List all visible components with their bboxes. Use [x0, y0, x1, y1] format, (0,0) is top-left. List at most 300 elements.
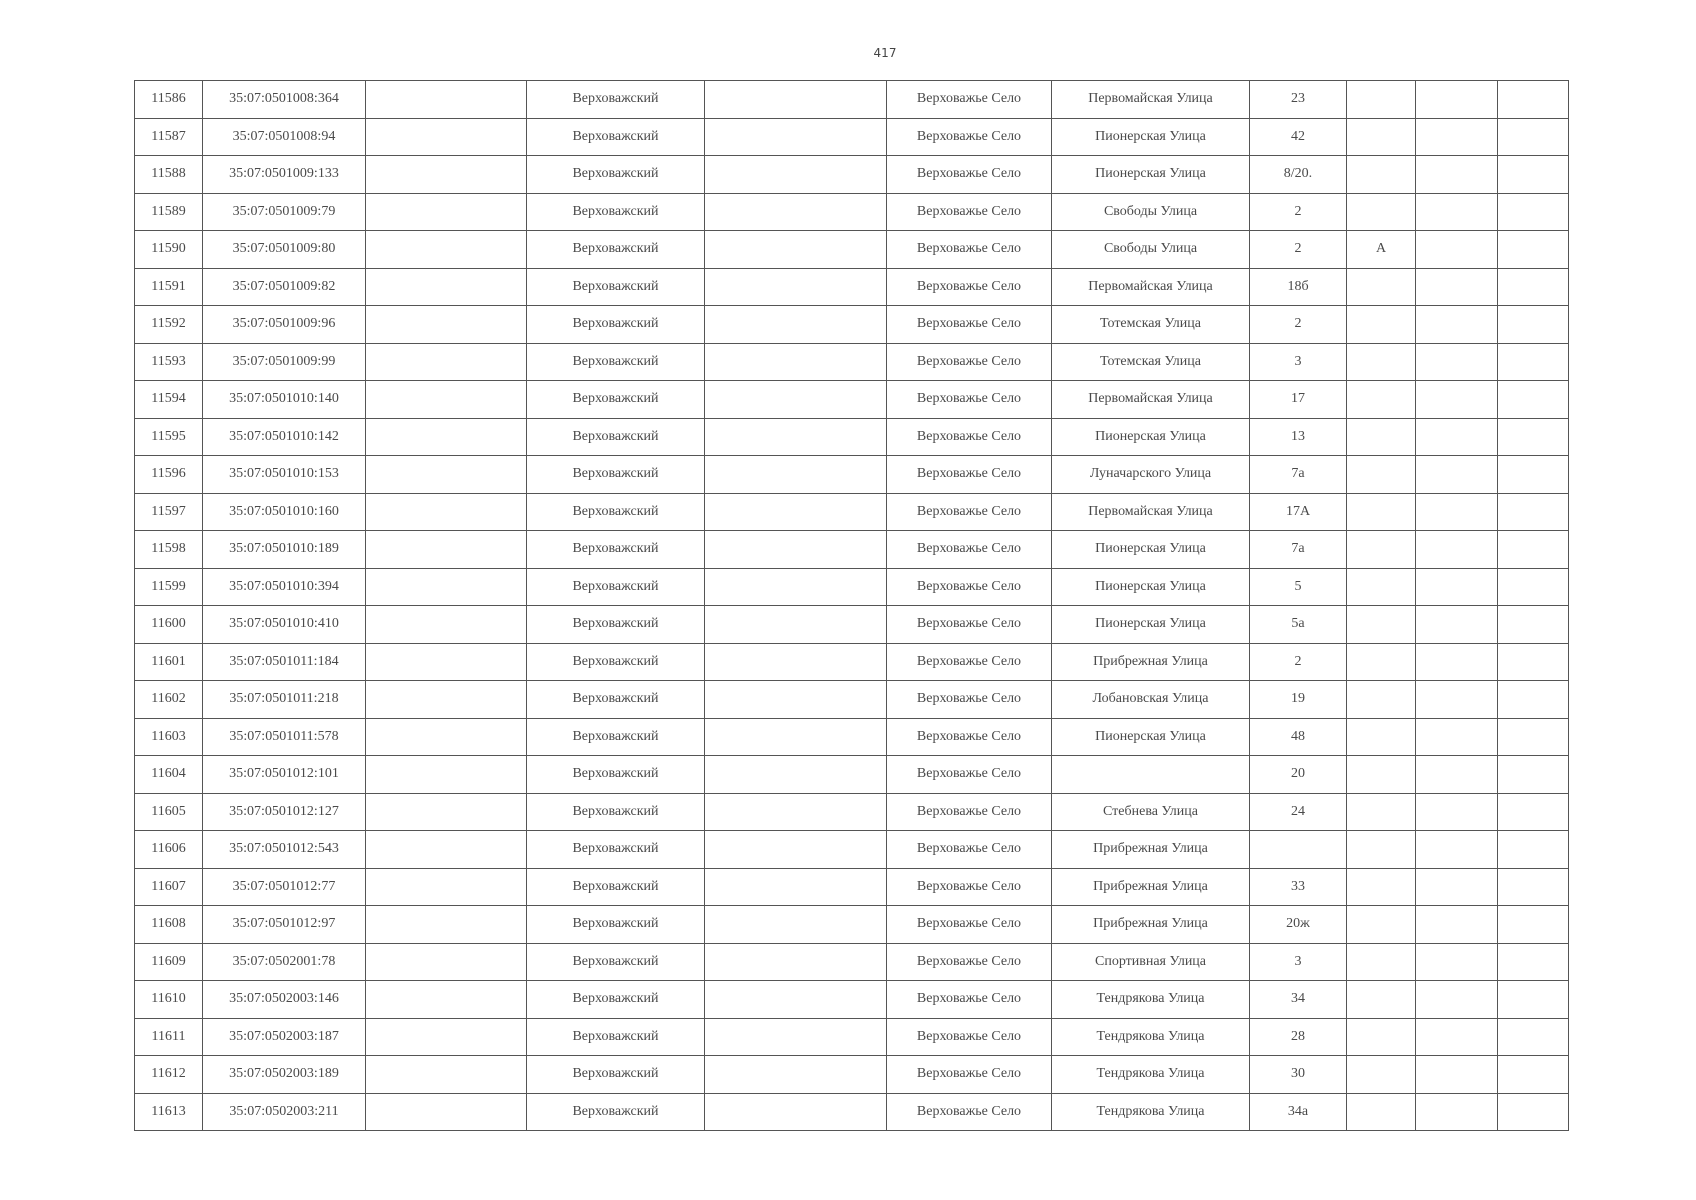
- empty-cell: [1416, 81, 1498, 119]
- district-cell: Верховажский: [527, 81, 705, 119]
- row-number-cell: 11609: [135, 943, 203, 981]
- cadastral-number-cell: 35:07:0501009:79: [203, 193, 366, 231]
- table-row: [135, 793, 1569, 831]
- empty-cell: [366, 793, 527, 831]
- cadastral-number-cell: 35:07:0501010:189: [203, 531, 366, 569]
- empty-cell: [366, 531, 527, 569]
- street-cell: Пионерская Улица: [1052, 718, 1250, 756]
- empty-cell: [366, 343, 527, 381]
- empty-cell: [1498, 868, 1569, 906]
- street-cell: Луначарского Улица: [1052, 456, 1250, 494]
- house-number-cell: 48: [1250, 718, 1347, 756]
- house-number-cell: 7а: [1250, 456, 1347, 494]
- empty-cell: [705, 456, 887, 494]
- table-row: [135, 643, 1569, 681]
- district-cell: Верховажский: [527, 643, 705, 681]
- building-letter-cell: [1347, 531, 1416, 569]
- empty-cell: [705, 81, 887, 119]
- table-row: [135, 343, 1569, 381]
- empty-cell: [705, 981, 887, 1019]
- empty-cell: [1498, 943, 1569, 981]
- empty-cell: [1498, 193, 1569, 231]
- building-letter-cell: [1347, 981, 1416, 1019]
- empty-cell: [1498, 493, 1569, 531]
- empty-cell: [1416, 643, 1498, 681]
- house-number-cell: 30: [1250, 1056, 1347, 1094]
- table-row: [135, 493, 1569, 531]
- row-number-cell: 11601: [135, 643, 203, 681]
- district-cell: Верховажский: [527, 418, 705, 456]
- empty-cell: [1416, 193, 1498, 231]
- district-cell: Верховажский: [527, 456, 705, 494]
- house-number-cell: 19: [1250, 681, 1347, 719]
- row-number-cell: 11612: [135, 1056, 203, 1094]
- empty-cell: [366, 831, 527, 869]
- district-cell: Верховажский: [527, 831, 705, 869]
- empty-cell: [705, 868, 887, 906]
- street-cell: Спортивная Улица: [1052, 943, 1250, 981]
- district-cell: Верховажский: [527, 381, 705, 419]
- house-number-cell: 13: [1250, 418, 1347, 456]
- row-number-cell: 11600: [135, 606, 203, 644]
- row-number-cell: 11586: [135, 81, 203, 119]
- row-number-cell: 11598: [135, 531, 203, 569]
- cadastral-number-cell: 35:07:0501008:94: [203, 118, 366, 156]
- table-row: [135, 306, 1569, 344]
- district-cell: Верховажский: [527, 193, 705, 231]
- settlement-cell: Верховажье Село: [887, 1056, 1052, 1094]
- empty-cell: [1416, 343, 1498, 381]
- row-number-cell: 11603: [135, 718, 203, 756]
- settlement-cell: Верховажье Село: [887, 193, 1052, 231]
- empty-cell: [366, 231, 527, 269]
- empty-cell: [705, 231, 887, 269]
- empty-cell: [366, 81, 527, 119]
- settlement-cell: Верховажье Село: [887, 493, 1052, 531]
- empty-cell: [366, 943, 527, 981]
- empty-cell: [705, 606, 887, 644]
- table-row: [135, 568, 1569, 606]
- empty-cell: [366, 643, 527, 681]
- empty-cell: [705, 156, 887, 194]
- cadastral-number-cell: 35:07:0501009:133: [203, 156, 366, 194]
- empty-cell: [1498, 306, 1569, 344]
- district-cell: Верховажский: [527, 1093, 705, 1131]
- empty-cell: [1498, 643, 1569, 681]
- empty-cell: [705, 1018, 887, 1056]
- empty-cell: [366, 718, 527, 756]
- house-number-cell: 17А: [1250, 493, 1347, 531]
- cadastral-number-cell: 35:07:0501010:142: [203, 418, 366, 456]
- street-cell: Пионерская Улица: [1052, 118, 1250, 156]
- settlement-cell: Верховажье Село: [887, 1018, 1052, 1056]
- row-number-cell: 11593: [135, 343, 203, 381]
- table-row: [135, 156, 1569, 194]
- table-row: [135, 718, 1569, 756]
- district-cell: Верховажский: [527, 493, 705, 531]
- settlement-cell: Верховажье Село: [887, 718, 1052, 756]
- empty-cell: [1498, 906, 1569, 944]
- building-letter-cell: [1347, 568, 1416, 606]
- empty-cell: [366, 381, 527, 419]
- table-row: [135, 831, 1569, 869]
- empty-cell: [366, 493, 527, 531]
- street-cell: Свободы Улица: [1052, 231, 1250, 269]
- street-cell: Прибрежная Улица: [1052, 868, 1250, 906]
- house-number-cell: 20: [1250, 756, 1347, 794]
- cadastral-number-cell: 35:07:0502003:146: [203, 981, 366, 1019]
- table-row: [135, 756, 1569, 794]
- row-number-cell: 11597: [135, 493, 203, 531]
- empty-cell: [1498, 381, 1569, 419]
- empty-cell: [1416, 381, 1498, 419]
- row-number-cell: 11611: [135, 1018, 203, 1056]
- empty-cell: [705, 531, 887, 569]
- empty-cell: [705, 381, 887, 419]
- empty-cell: [366, 906, 527, 944]
- row-number-cell: 11610: [135, 981, 203, 1019]
- empty-cell: [1498, 568, 1569, 606]
- settlement-cell: Верховажье Село: [887, 568, 1052, 606]
- table-row: [135, 268, 1569, 306]
- table-row: [135, 943, 1569, 981]
- district-cell: Верховажский: [527, 681, 705, 719]
- empty-cell: [1416, 268, 1498, 306]
- empty-cell: [1416, 306, 1498, 344]
- empty-cell: [1416, 418, 1498, 456]
- street-cell: Первомайская Улица: [1052, 268, 1250, 306]
- cadastral-number-cell: 35:07:0501011:578: [203, 718, 366, 756]
- house-number-cell: 18б: [1250, 268, 1347, 306]
- street-cell: Пионерская Улица: [1052, 418, 1250, 456]
- cadastral-number-cell: 35:07:0502003:189: [203, 1056, 366, 1094]
- house-number-cell: 34а: [1250, 1093, 1347, 1131]
- row-number-cell: 11604: [135, 756, 203, 794]
- table-row: [135, 906, 1569, 944]
- cadastral-number-cell: 35:07:0501012:543: [203, 831, 366, 869]
- building-letter-cell: [1347, 868, 1416, 906]
- house-number-cell: 2: [1250, 193, 1347, 231]
- street-cell: Пионерская Улица: [1052, 531, 1250, 569]
- empty-cell: [1498, 793, 1569, 831]
- settlement-cell: Верховажье Село: [887, 381, 1052, 419]
- empty-cell: [705, 1056, 887, 1094]
- house-number-cell: 42: [1250, 118, 1347, 156]
- street-cell: Стебнева Улица: [1052, 793, 1250, 831]
- building-letter-cell: [1347, 381, 1416, 419]
- table-row: [135, 193, 1569, 231]
- empty-cell: [705, 268, 887, 306]
- building-letter-cell: [1347, 418, 1416, 456]
- house-number-cell: 24: [1250, 793, 1347, 831]
- settlement-cell: Верховажье Село: [887, 1093, 1052, 1131]
- house-number-cell: 2: [1250, 306, 1347, 344]
- cadastral-number-cell: 35:07:0502003:211: [203, 1093, 366, 1131]
- building-letter-cell: [1347, 156, 1416, 194]
- empty-cell: [705, 831, 887, 869]
- cadastral-number-cell: 35:07:0501010:160: [203, 493, 366, 531]
- table-row: [135, 868, 1569, 906]
- empty-cell: [1416, 681, 1498, 719]
- building-letter-cell: [1347, 118, 1416, 156]
- empty-cell: [1416, 831, 1498, 869]
- empty-cell: [1416, 531, 1498, 569]
- row-number-cell: 11613: [135, 1093, 203, 1131]
- empty-cell: [1416, 868, 1498, 906]
- row-number-cell: 11607: [135, 868, 203, 906]
- district-cell: Верховажский: [527, 718, 705, 756]
- house-number-cell: 34: [1250, 981, 1347, 1019]
- district-cell: Верховажский: [527, 568, 705, 606]
- building-letter-cell: [1347, 81, 1416, 119]
- settlement-cell: Верховажье Село: [887, 418, 1052, 456]
- house-number-cell: 5а: [1250, 606, 1347, 644]
- empty-cell: [1498, 81, 1569, 119]
- empty-cell: [1416, 906, 1498, 944]
- district-cell: Верховажский: [527, 118, 705, 156]
- settlement-cell: Верховажье Село: [887, 943, 1052, 981]
- street-cell: Тотемская Улица: [1052, 306, 1250, 344]
- empty-cell: [1416, 156, 1498, 194]
- cadastral-number-cell: 35:07:0501010:410: [203, 606, 366, 644]
- empty-cell: [1498, 156, 1569, 194]
- district-cell: Верховажский: [527, 1018, 705, 1056]
- table-row: [135, 681, 1569, 719]
- building-letter-cell: А: [1347, 231, 1416, 269]
- cadastral-number-cell: 35:07:0501009:96: [203, 306, 366, 344]
- settlement-cell: Верховажье Село: [887, 268, 1052, 306]
- district-cell: Верховажский: [527, 943, 705, 981]
- street-cell: Прибрежная Улица: [1052, 906, 1250, 944]
- house-number-cell: 7а: [1250, 531, 1347, 569]
- empty-cell: [1416, 756, 1498, 794]
- district-cell: Верховажский: [527, 868, 705, 906]
- cadastral-number-cell: 35:07:0501008:364: [203, 81, 366, 119]
- row-number-cell: 11595: [135, 418, 203, 456]
- building-letter-cell: [1347, 906, 1416, 944]
- building-letter-cell: [1347, 1056, 1416, 1094]
- empty-cell: [1498, 681, 1569, 719]
- house-number-cell: 2: [1250, 231, 1347, 269]
- cadastral-number-cell: 35:07:0501010:394: [203, 568, 366, 606]
- district-cell: Верховажский: [527, 606, 705, 644]
- settlement-cell: Верховажье Село: [887, 906, 1052, 944]
- empty-cell: [705, 118, 887, 156]
- settlement-cell: Верховажье Село: [887, 868, 1052, 906]
- empty-cell: [366, 118, 527, 156]
- empty-cell: [1498, 981, 1569, 1019]
- building-letter-cell: [1347, 943, 1416, 981]
- settlement-cell: Верховажье Село: [887, 81, 1052, 119]
- settlement-cell: Верховажье Село: [887, 981, 1052, 1019]
- district-cell: Верховажский: [527, 306, 705, 344]
- street-cell: Пионерская Улица: [1052, 568, 1250, 606]
- house-number-cell: [1250, 831, 1347, 869]
- house-number-cell: 23: [1250, 81, 1347, 119]
- building-letter-cell: [1347, 1093, 1416, 1131]
- district-cell: Верховажский: [527, 156, 705, 194]
- house-number-cell: 8/20.: [1250, 156, 1347, 194]
- building-letter-cell: [1347, 606, 1416, 644]
- empty-cell: [1416, 231, 1498, 269]
- table-row: [135, 1018, 1569, 1056]
- settlement-cell: Верховажье Село: [887, 681, 1052, 719]
- empty-cell: [1416, 568, 1498, 606]
- row-number-cell: 11594: [135, 381, 203, 419]
- street-cell: Тендрякова Улица: [1052, 981, 1250, 1019]
- empty-cell: [1416, 943, 1498, 981]
- empty-cell: [366, 1018, 527, 1056]
- row-number-cell: 11608: [135, 906, 203, 944]
- settlement-cell: Верховажье Село: [887, 231, 1052, 269]
- settlement-cell: Верховажье Село: [887, 306, 1052, 344]
- empty-cell: [1498, 231, 1569, 269]
- street-cell: Тендрякова Улица: [1052, 1018, 1250, 1056]
- cadastral-number-cell: 35:07:0501012:97: [203, 906, 366, 944]
- row-number-cell: 11606: [135, 831, 203, 869]
- house-number-cell: 3: [1250, 943, 1347, 981]
- row-number-cell: 11588: [135, 156, 203, 194]
- table-row: [135, 456, 1569, 494]
- empty-cell: [1498, 418, 1569, 456]
- table-row: [135, 418, 1569, 456]
- building-letter-cell: [1347, 643, 1416, 681]
- street-cell: Лобановская Улица: [1052, 681, 1250, 719]
- empty-cell: [1416, 606, 1498, 644]
- district-cell: Верховажский: [527, 906, 705, 944]
- empty-cell: [1498, 1093, 1569, 1131]
- cadastral-number-cell: 35:07:0501011:218: [203, 681, 366, 719]
- empty-cell: [1498, 268, 1569, 306]
- street-cell: Свободы Улица: [1052, 193, 1250, 231]
- empty-cell: [366, 981, 527, 1019]
- empty-cell: [1498, 606, 1569, 644]
- street-cell: Пионерская Улица: [1052, 606, 1250, 644]
- empty-cell: [366, 868, 527, 906]
- district-cell: Верховажский: [527, 1056, 705, 1094]
- table-row: [135, 606, 1569, 644]
- settlement-cell: Верховажье Село: [887, 531, 1052, 569]
- building-letter-cell: [1347, 681, 1416, 719]
- empty-cell: [1416, 718, 1498, 756]
- empty-cell: [705, 493, 887, 531]
- district-cell: Верховажский: [527, 268, 705, 306]
- empty-cell: [1498, 118, 1569, 156]
- empty-cell: [705, 943, 887, 981]
- table-row: [135, 381, 1569, 419]
- settlement-cell: Верховажье Село: [887, 606, 1052, 644]
- page-number: 417: [873, 46, 897, 60]
- house-number-cell: 3: [1250, 343, 1347, 381]
- empty-cell: [1416, 1018, 1498, 1056]
- building-letter-cell: [1347, 793, 1416, 831]
- house-number-cell: 17: [1250, 381, 1347, 419]
- street-cell: Первомайская Улица: [1052, 81, 1250, 119]
- house-number-cell: 33: [1250, 868, 1347, 906]
- settlement-cell: Верховажье Село: [887, 643, 1052, 681]
- empty-cell: [1416, 493, 1498, 531]
- empty-cell: [1498, 1018, 1569, 1056]
- street-cell: Первомайская Улица: [1052, 381, 1250, 419]
- district-cell: Верховажский: [527, 981, 705, 1019]
- empty-cell: [1498, 531, 1569, 569]
- house-number-cell: 28: [1250, 1018, 1347, 1056]
- row-number-cell: 11605: [135, 793, 203, 831]
- empty-cell: [366, 681, 527, 719]
- table-row: [135, 531, 1569, 569]
- empty-cell: [366, 193, 527, 231]
- cadastral-number-cell: 35:07:0501009:82: [203, 268, 366, 306]
- empty-cell: [366, 418, 527, 456]
- empty-cell: [705, 906, 887, 944]
- empty-cell: [705, 793, 887, 831]
- empty-cell: [366, 268, 527, 306]
- empty-cell: [366, 756, 527, 794]
- district-cell: Верховажский: [527, 231, 705, 269]
- empty-cell: [1416, 118, 1498, 156]
- building-letter-cell: [1347, 831, 1416, 869]
- building-letter-cell: [1347, 718, 1416, 756]
- address-registry-table: [134, 80, 1569, 1131]
- building-letter-cell: [1347, 1018, 1416, 1056]
- settlement-cell: Верховажье Село: [887, 156, 1052, 194]
- cadastral-number-cell: 35:07:0501012:77: [203, 868, 366, 906]
- street-cell: Прибрежная Улица: [1052, 643, 1250, 681]
- table-row: [135, 231, 1569, 269]
- building-letter-cell: [1347, 756, 1416, 794]
- house-number-cell: 2: [1250, 643, 1347, 681]
- settlement-cell: Верховажье Село: [887, 831, 1052, 869]
- building-letter-cell: [1347, 193, 1416, 231]
- district-cell: Верховажский: [527, 343, 705, 381]
- building-letter-cell: [1347, 343, 1416, 381]
- settlement-cell: Верховажье Село: [887, 456, 1052, 494]
- empty-cell: [705, 306, 887, 344]
- district-cell: Верховажский: [527, 531, 705, 569]
- row-number-cell: 11602: [135, 681, 203, 719]
- empty-cell: [1416, 793, 1498, 831]
- row-number-cell: 11591: [135, 268, 203, 306]
- empty-cell: [705, 418, 887, 456]
- house-number-cell: 20ж: [1250, 906, 1347, 944]
- empty-cell: [366, 606, 527, 644]
- building-letter-cell: [1347, 306, 1416, 344]
- table-row: [135, 81, 1569, 119]
- street-cell: [1052, 756, 1250, 794]
- cadastral-number-cell: 35:07:0501011:184: [203, 643, 366, 681]
- cadastral-number-cell: 35:07:0501012:101: [203, 756, 366, 794]
- empty-cell: [705, 568, 887, 606]
- settlement-cell: Верховажье Село: [887, 343, 1052, 381]
- empty-cell: [1416, 1093, 1498, 1131]
- empty-cell: [1498, 343, 1569, 381]
- district-cell: Верховажский: [527, 793, 705, 831]
- empty-cell: [1498, 718, 1569, 756]
- row-number-cell: 11599: [135, 568, 203, 606]
- table-row: [135, 118, 1569, 156]
- cadastral-number-cell: 35:07:0501009:99: [203, 343, 366, 381]
- street-cell: Пионерская Улица: [1052, 156, 1250, 194]
- street-cell: Тендрякова Улица: [1052, 1056, 1250, 1094]
- empty-cell: [705, 643, 887, 681]
- empty-cell: [1498, 456, 1569, 494]
- empty-cell: [705, 681, 887, 719]
- empty-cell: [705, 1093, 887, 1131]
- empty-cell: [366, 568, 527, 606]
- table-row: [135, 1093, 1569, 1131]
- empty-cell: [366, 1093, 527, 1131]
- row-number-cell: 11596: [135, 456, 203, 494]
